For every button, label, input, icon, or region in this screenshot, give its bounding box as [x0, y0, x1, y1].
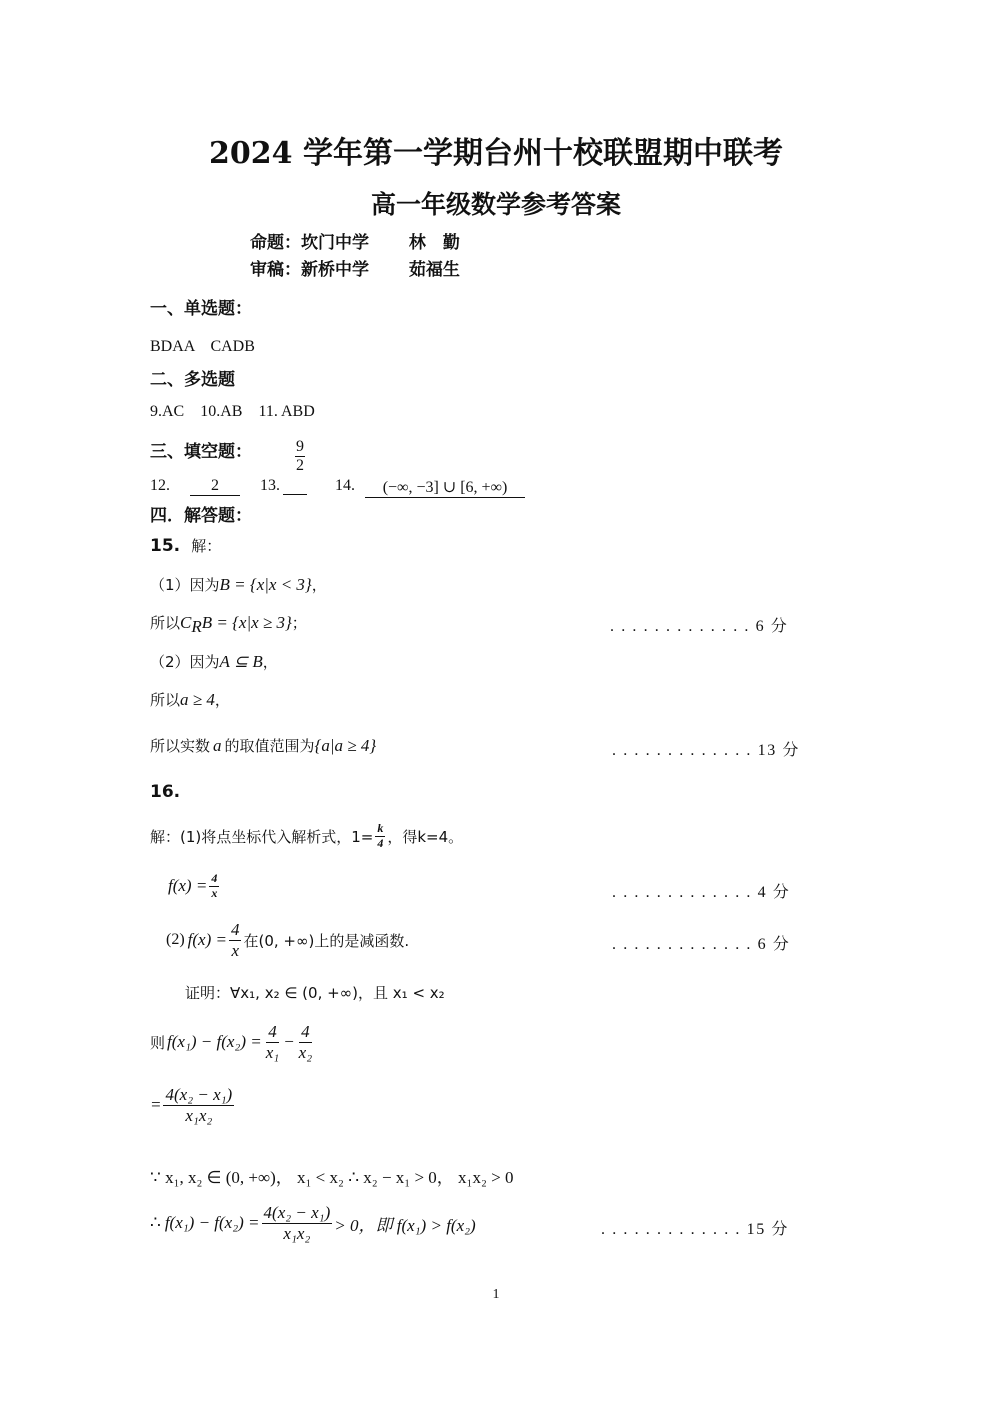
q16-line1-suffix: ，得k=4。: [387, 827, 464, 846]
q15-solve: 解：: [191, 537, 222, 555]
reviewer-label: 审稿：新桥中学: [250, 260, 369, 280]
q16-part2-den: x: [231, 940, 239, 960]
q15-line1-math: B = {x|x < 3}: [219, 575, 312, 594]
q12-answer: 2: [190, 477, 240, 496]
q16-diff-prefix: 则: [150, 1033, 166, 1052]
q16-proof: 证明：∀x₁, x₂ ∈ (0, +∞)，且 x₁ < x₂: [185, 984, 445, 1002]
q15-line2-suffix: ；: [291, 614, 307, 632]
q13-numerator: 9: [296, 438, 304, 455]
q16-fx-den: x: [211, 885, 218, 900]
q16-eq-sign: =: [150, 1095, 162, 1115]
q15-score2: . . . . . . . . . . . . . 13 分: [612, 742, 800, 759]
page-number: 1: [492, 1287, 500, 1302]
q16-fx-num: 4: [211, 871, 218, 885]
q15-line5-math: {a|a ≥ 4}: [314, 736, 377, 755]
q14-answer: (−∞, −3] ∪ [6, +∞): [365, 477, 525, 498]
author-line: [250, 228, 460, 253]
q15-header: [150, 535, 221, 556]
q16-diff-den2: x₂: [298, 1042, 313, 1062]
q16-therefore-fraction: [262, 1203, 333, 1243]
q15-line3-math: A ⊆ B: [219, 652, 263, 671]
q15-line1-suffix: ，: [311, 576, 327, 594]
q16-diff-fraction1: [264, 1022, 281, 1062]
q16-therefore-prefix: ∴: [150, 1213, 161, 1233]
q16-part2-prefix: (2): [166, 931, 185, 949]
q15-line3: [150, 651, 278, 672]
q16-fx-lhs: f(x) =: [168, 876, 208, 896]
q16-diff-fraction2: [297, 1022, 314, 1062]
author-label: 命题：坎门中学: [250, 233, 369, 253]
q16-part2-suffix: 在(0, +∞)上的是减函数.: [243, 931, 410, 950]
q16-therefore-lhs: f(x₁) − f(x₂) =: [164, 1213, 260, 1233]
q16-therefore-suffix: > 0，即 f(x₁) > f(x₂): [334, 1215, 476, 1235]
section3-heading: 三、填空题：: [150, 442, 252, 462]
q15-line3-suffix: ，: [262, 653, 278, 671]
q16-part2-num: 4: [230, 920, 240, 939]
q16-diff-num2: 4: [301, 1022, 310, 1041]
q16-line1-den: 4: [377, 835, 384, 850]
q16-diff-num1: 4: [268, 1022, 277, 1041]
q15-line1: [150, 574, 327, 595]
q15-line2: [150, 612, 307, 637]
q16-therefore: [150, 1203, 476, 1243]
q13-blank: [283, 477, 307, 495]
author-name: 林 勤: [408, 233, 460, 253]
q16-line1: [150, 822, 463, 851]
q16-equal: [150, 1085, 236, 1125]
q16-part2-lhs: f(x) =: [187, 930, 227, 950]
q16-score1: . . . . . . . . . . . . . 4 分: [612, 884, 791, 901]
q15-line4-suffix: ，: [214, 691, 230, 709]
q16-line1-fraction: [375, 822, 385, 851]
q16-part2: [166, 920, 409, 960]
q16-line1-num: k: [377, 821, 384, 835]
section2-answers: 9.AC 10.AB 11. ABD: [150, 403, 315, 420]
q13-fraction: [295, 438, 305, 475]
q16-diff-lhs: f(x₁) − f(x₂) =: [167, 1032, 262, 1052]
q15-score1: . . . . . . . . . . . . . 6 分: [610, 618, 789, 635]
q15-number: 15.: [150, 536, 181, 556]
q13-label: 13.: [260, 477, 280, 494]
section4-heading: 四．解答题：: [150, 506, 252, 526]
q15-line3-prefix: （2）因为: [150, 653, 220, 671]
document-subtitle: 高一年级数学参考答案: [370, 190, 621, 219]
q16-diff-den1: x₁: [265, 1042, 280, 1062]
q15-line1-prefix: （1）因为: [150, 576, 220, 594]
q16-fx: [168, 872, 221, 901]
q12-label: 12.: [150, 477, 170, 494]
q16-therefore-num: 4(x₂ − x₁): [263, 1203, 331, 1222]
q16-score2: . . . . . . . . . . . . . 6 分: [612, 936, 791, 953]
q15-line4-prefix: 所以: [150, 691, 181, 709]
q16-line1-prefix: 解：(1)将点坐标代入解析式，1=: [150, 827, 374, 846]
q16-eq-fraction: [163, 1085, 234, 1125]
document-title: 2024 学年第一学期台州十校联盟期中联考: [209, 136, 783, 171]
q16-eq-den: x₁x₂: [185, 1105, 213, 1125]
section1-answers: BDAA CADB: [150, 338, 255, 355]
q15-line2-math: C: [180, 613, 192, 632]
q15-line5-prefix: 所以实数: [150, 737, 211, 755]
q15-line5-var: a: [213, 736, 222, 755]
reviewer-line: [250, 255, 460, 280]
q16-difference: [150, 1022, 316, 1062]
q15-line4: [150, 689, 230, 710]
q16-fx-fraction: [209, 872, 219, 901]
q15-line2-prefix: 所以: [150, 614, 181, 632]
reviewer-name: 茹福生: [408, 260, 460, 280]
q15-line5: [150, 735, 376, 756]
q13-denominator: 2: [296, 457, 304, 474]
q14-label: 14.: [335, 477, 355, 494]
q15-line5-mid: 的取值范围为: [224, 737, 315, 755]
q16-therefore-den: x₁x₂: [283, 1223, 311, 1243]
q16-number: 16.: [150, 782, 181, 802]
q16-diff-minus: −: [283, 1032, 295, 1052]
q15-line2-math2: B = {x|x ≥ 3}: [201, 613, 292, 632]
q16-score3: . . . . . . . . . . . . . 15 分: [601, 1221, 789, 1238]
section1-heading: 一、单选题：: [150, 299, 252, 319]
q16-part2-fraction: [229, 920, 242, 960]
q16-because: ∵ x₁, x₂ ∈ (0, +∞)， x₁ < x₂ ∴ x₂ − x₁ > 0， x₁x₂ > 0: [150, 1168, 514, 1187]
q16-eq-num: 4(x₂ − x₁): [165, 1085, 233, 1104]
q15-line2-sub: R: [191, 617, 202, 636]
q15-line4-math: a ≥ 4: [180, 690, 215, 709]
section2-heading: 二、多选题: [150, 370, 235, 390]
